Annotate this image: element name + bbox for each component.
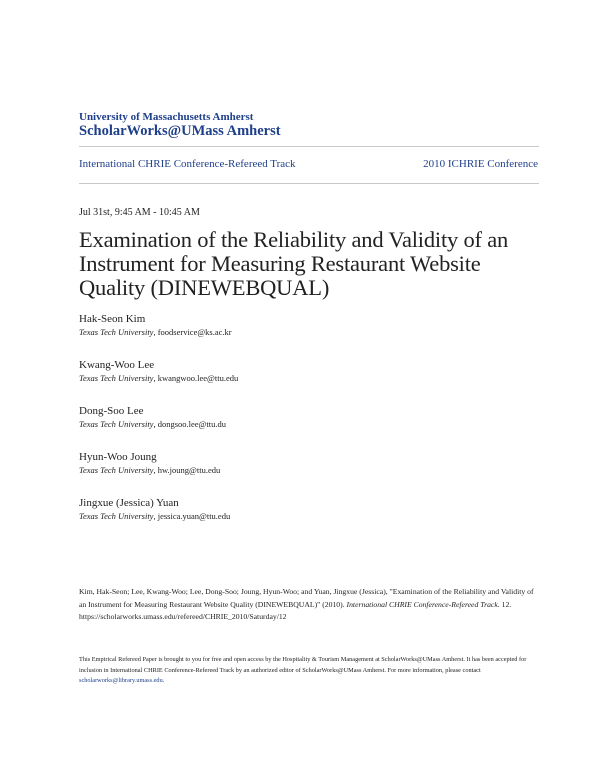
author-affiliation [79,326,238,339]
access-notice-end: . [162,677,165,684]
citation-journal: International CHRIE Conference-Refereed Track [346,599,498,609]
access-notice [79,655,539,687]
paper-title: Examination of the Reliability and Validity of an Instrument for Measuring Restaurant Website Quality (DINEWEBQUAL) [79,227,509,300]
author-name: Hyun-Woo Joung [79,451,157,463]
university-name: University of Massachusetts Amherst [79,111,254,123]
author-email: , jessica.yuan@ttu.edu [153,511,231,521]
contact-email-link[interactable]: scholarworks@library.umass.edu [79,677,163,684]
session-time: Jul 31st, 9:45 AM - 10:45 AM [79,207,200,218]
bottom-divider [79,183,539,184]
author-affiliation [79,372,238,385]
author-email: , kwangwoo.lee@ttu.edu [153,373,239,383]
conference-link[interactable]: 2010 ICHRIE Conference [423,158,538,170]
citation-url[interactable]: https://scholarworks.umass.edu/refereed/CHRIE_2010/Saturday/12 [79,612,287,621]
author-name: Jingxue (Jessica) Yuan [79,497,179,509]
author-name: Kwang-Woo Lee [79,359,155,371]
author-item [79,313,238,339]
repository-name[interactable]: ScholarWorks@UMass Amherst [79,123,281,139]
author-affiliation [79,464,238,477]
citation-text: Kim, Hak-Seon; Lee, Kwang-Woo; Lee, Dong-Soo; Joung, Hyun-Woo; and Yuan, Jingxue (Jessica), "Examination of the Reliability and Validity of an Instrument for Measuring Restaurant Website Quality (DINEWEBQUAL)" (2010). [79,587,534,609]
author-institution: Texas Tech University [79,373,154,383]
author-affiliation [79,418,238,431]
author-email: , dongsoo.lee@ttu.du [153,419,226,429]
author-item [79,359,238,385]
author-item [79,497,238,523]
series-track-link[interactable]: International CHRIE Conference-Refereed Track [79,158,296,170]
author-institution: Texas Tech University [79,511,154,521]
author-institution: Texas Tech University [79,419,154,429]
author-list [79,313,238,543]
author-email: , hw.joung@ttu.edu [153,465,221,475]
author-institution: Texas Tech University [79,327,154,337]
author-institution: Texas Tech University [79,465,154,475]
author-affiliation [79,510,238,523]
access-notice-text: This Empirical Refereed Paper is brought to you for free and open access by the Hospitality & Tourism Management at ScholarWorks@UMass Amherst. It has been accepted for inclusion in International CHRIE Conference-Refereed Track by an authorized editor of ScholarWorks@UMass Amherst. For more information, please contact [79,656,527,674]
author-item [79,451,238,477]
citation-block [79,586,539,624]
author-email: , foodservice@ks.ac.kr [153,327,232,337]
author-name: Hak-Seon Kim [79,313,146,325]
top-divider [79,146,539,147]
citation-number: . 12. [497,599,512,609]
author-item [79,405,238,431]
author-name: Dong-Soo Lee [79,405,144,417]
